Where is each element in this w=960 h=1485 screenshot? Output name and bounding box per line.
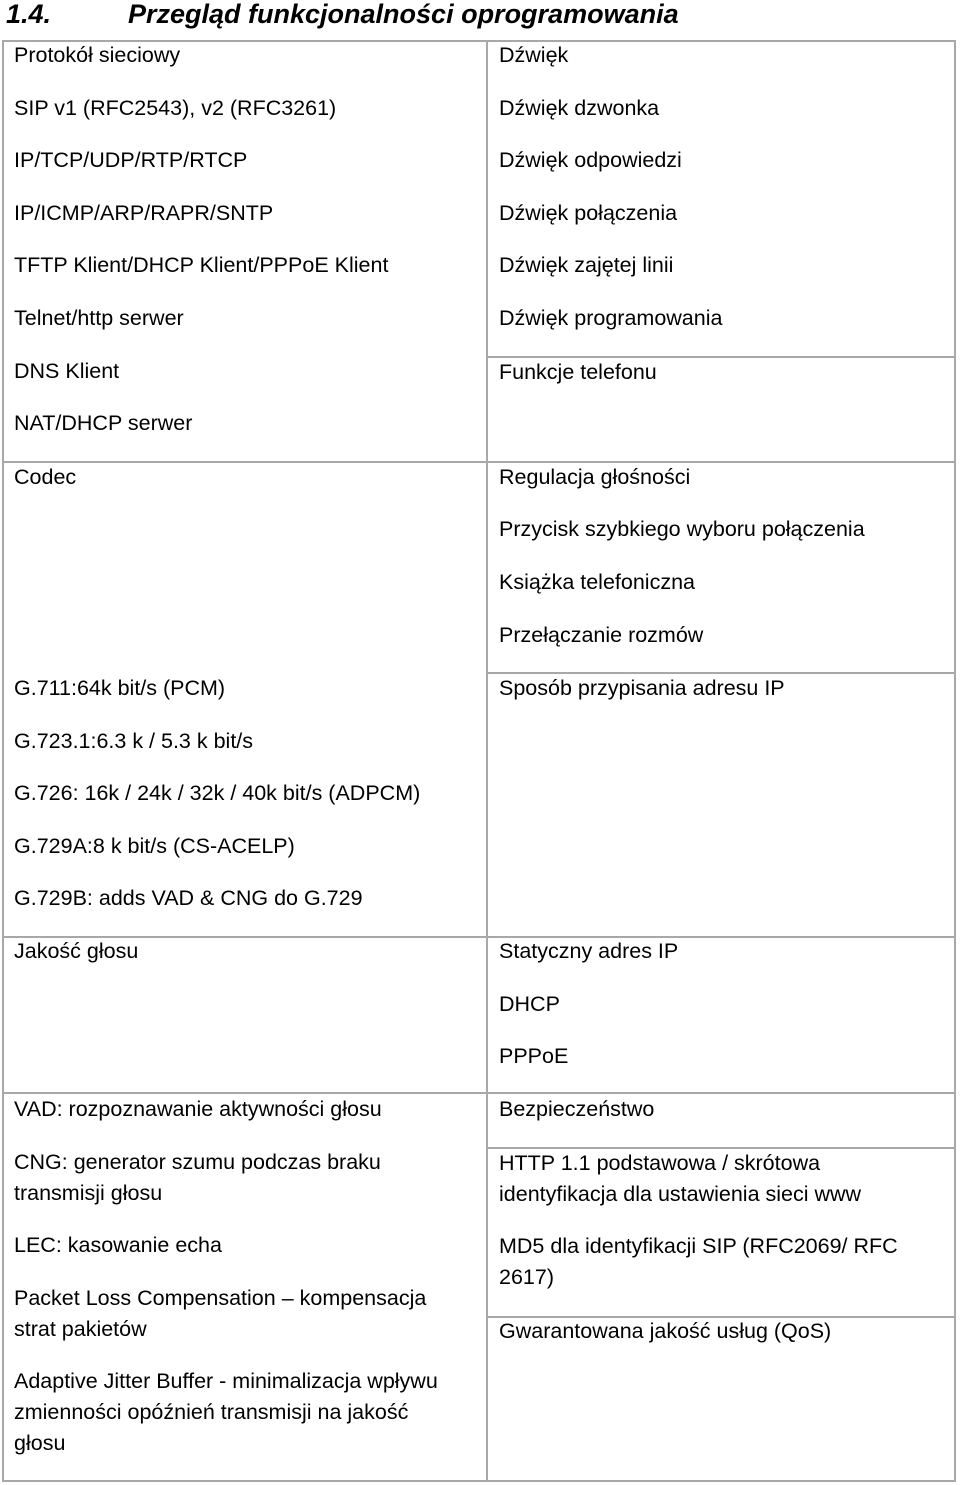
- protocol-item: IP/TCP/UDP/RTP/RTCP: [14, 148, 248, 172]
- column-divider: [486, 40, 488, 1482]
- security-item: MD5 dla identyfikacji SIP (RFC2069/ RFC 2617): [499, 1234, 898, 1289]
- protocol-item: NAT/DHCP serwer: [14, 411, 193, 435]
- row-divider: [2, 936, 956, 938]
- codec-item: G.726: 16k / 24k / 32k / 40k bit/s (ADPCM): [14, 781, 421, 805]
- table-bottom-border: [2, 1480, 956, 1482]
- sound-item: Dźwięk połączenia: [499, 201, 678, 225]
- protocol-item: Telnet/http serwer: [14, 306, 184, 330]
- ip-assignment-item: DHCP: [499, 992, 560, 1016]
- security-item: HTTP 1.1 podstawowa / skrótowa identyfikacja dla ustawienia sieci www: [499, 1151, 862, 1206]
- row-divider: [2, 461, 956, 463]
- codec-item: G.711:64k bit/s (PCM): [14, 676, 226, 700]
- protocol-item: TFTP Klient/DHCP Klient/PPPoE Klient: [14, 253, 389, 277]
- phone-function-item: Przycisk szybkiego wyboru połączenia: [499, 517, 865, 541]
- security-item: Gwarantowana jakość usług (QoS): [499, 1319, 832, 1343]
- protocol-header: Protokół sieciowy: [14, 43, 181, 67]
- ip-assignment-item: Statyczny adres IP: [499, 939, 679, 963]
- phone-function-item: Przełączanie rozmów: [499, 623, 704, 647]
- security-header: Bezpieczeństwo: [499, 1097, 655, 1121]
- phone-function-item: Regulacja głośności: [499, 465, 691, 489]
- ip-assignment-header: Sposób przypisania adresu IP: [499, 676, 785, 700]
- voice-feature-item: LEC: kasowanie echa: [14, 1233, 222, 1257]
- phone-functions-header: Funkcje telefonu: [499, 360, 657, 384]
- voice-feature-item: Packet Loss Compensation – kompensacja strat pakietów: [14, 1286, 427, 1341]
- sound-item: Dźwięk dzwonka: [499, 96, 660, 120]
- table-left-border: [2, 40, 4, 1482]
- section-title: Przegląd funkcjonalności oprogramowania: [128, 0, 679, 29]
- voice-quality-header: Jakość głosu: [14, 939, 139, 963]
- sound-item: Dźwięk programowania: [499, 306, 723, 330]
- section-number: 1.4.: [6, 0, 52, 29]
- protocol-item: IP/ICMP/ARP/RAPR/SNTP: [14, 201, 274, 225]
- sound-item: Dźwięk odpowiedzi: [499, 148, 682, 172]
- sound-item: Dźwięk zajętej linii: [499, 253, 674, 277]
- voice-feature-item: VAD: rozpoznawanie aktywności głosu: [14, 1097, 382, 1121]
- codec-header: Codec: [14, 465, 77, 489]
- protocol-item: SIP v1 (RFC2543), v2 (RFC3261): [14, 96, 337, 120]
- phone-function-item: Książka telefoniczna: [499, 570, 695, 594]
- voice-feature-item: Adaptive Jitter Buffer - minimalizacja wpływu zmienności opóźnień transmisji na jakość głosu: [14, 1369, 438, 1455]
- ip-assignment-item: PPPoE: [499, 1044, 569, 1068]
- table-right-border: [954, 40, 956, 1482]
- codec-item: G.729B: adds VAD & CNG do G.729: [14, 886, 363, 910]
- codec-item: G.723.1:6.3 k / 5.3 k bit/s: [14, 729, 254, 753]
- sound-header: Dźwięk: [499, 43, 569, 67]
- codec-item: G.729A:8 k bit/s (CS-ACELP): [14, 834, 295, 858]
- protocol-item: DNS Klient: [14, 359, 120, 383]
- voice-feature-item: CNG: generator szumu podczas braku transmisji głosu: [14, 1150, 381, 1205]
